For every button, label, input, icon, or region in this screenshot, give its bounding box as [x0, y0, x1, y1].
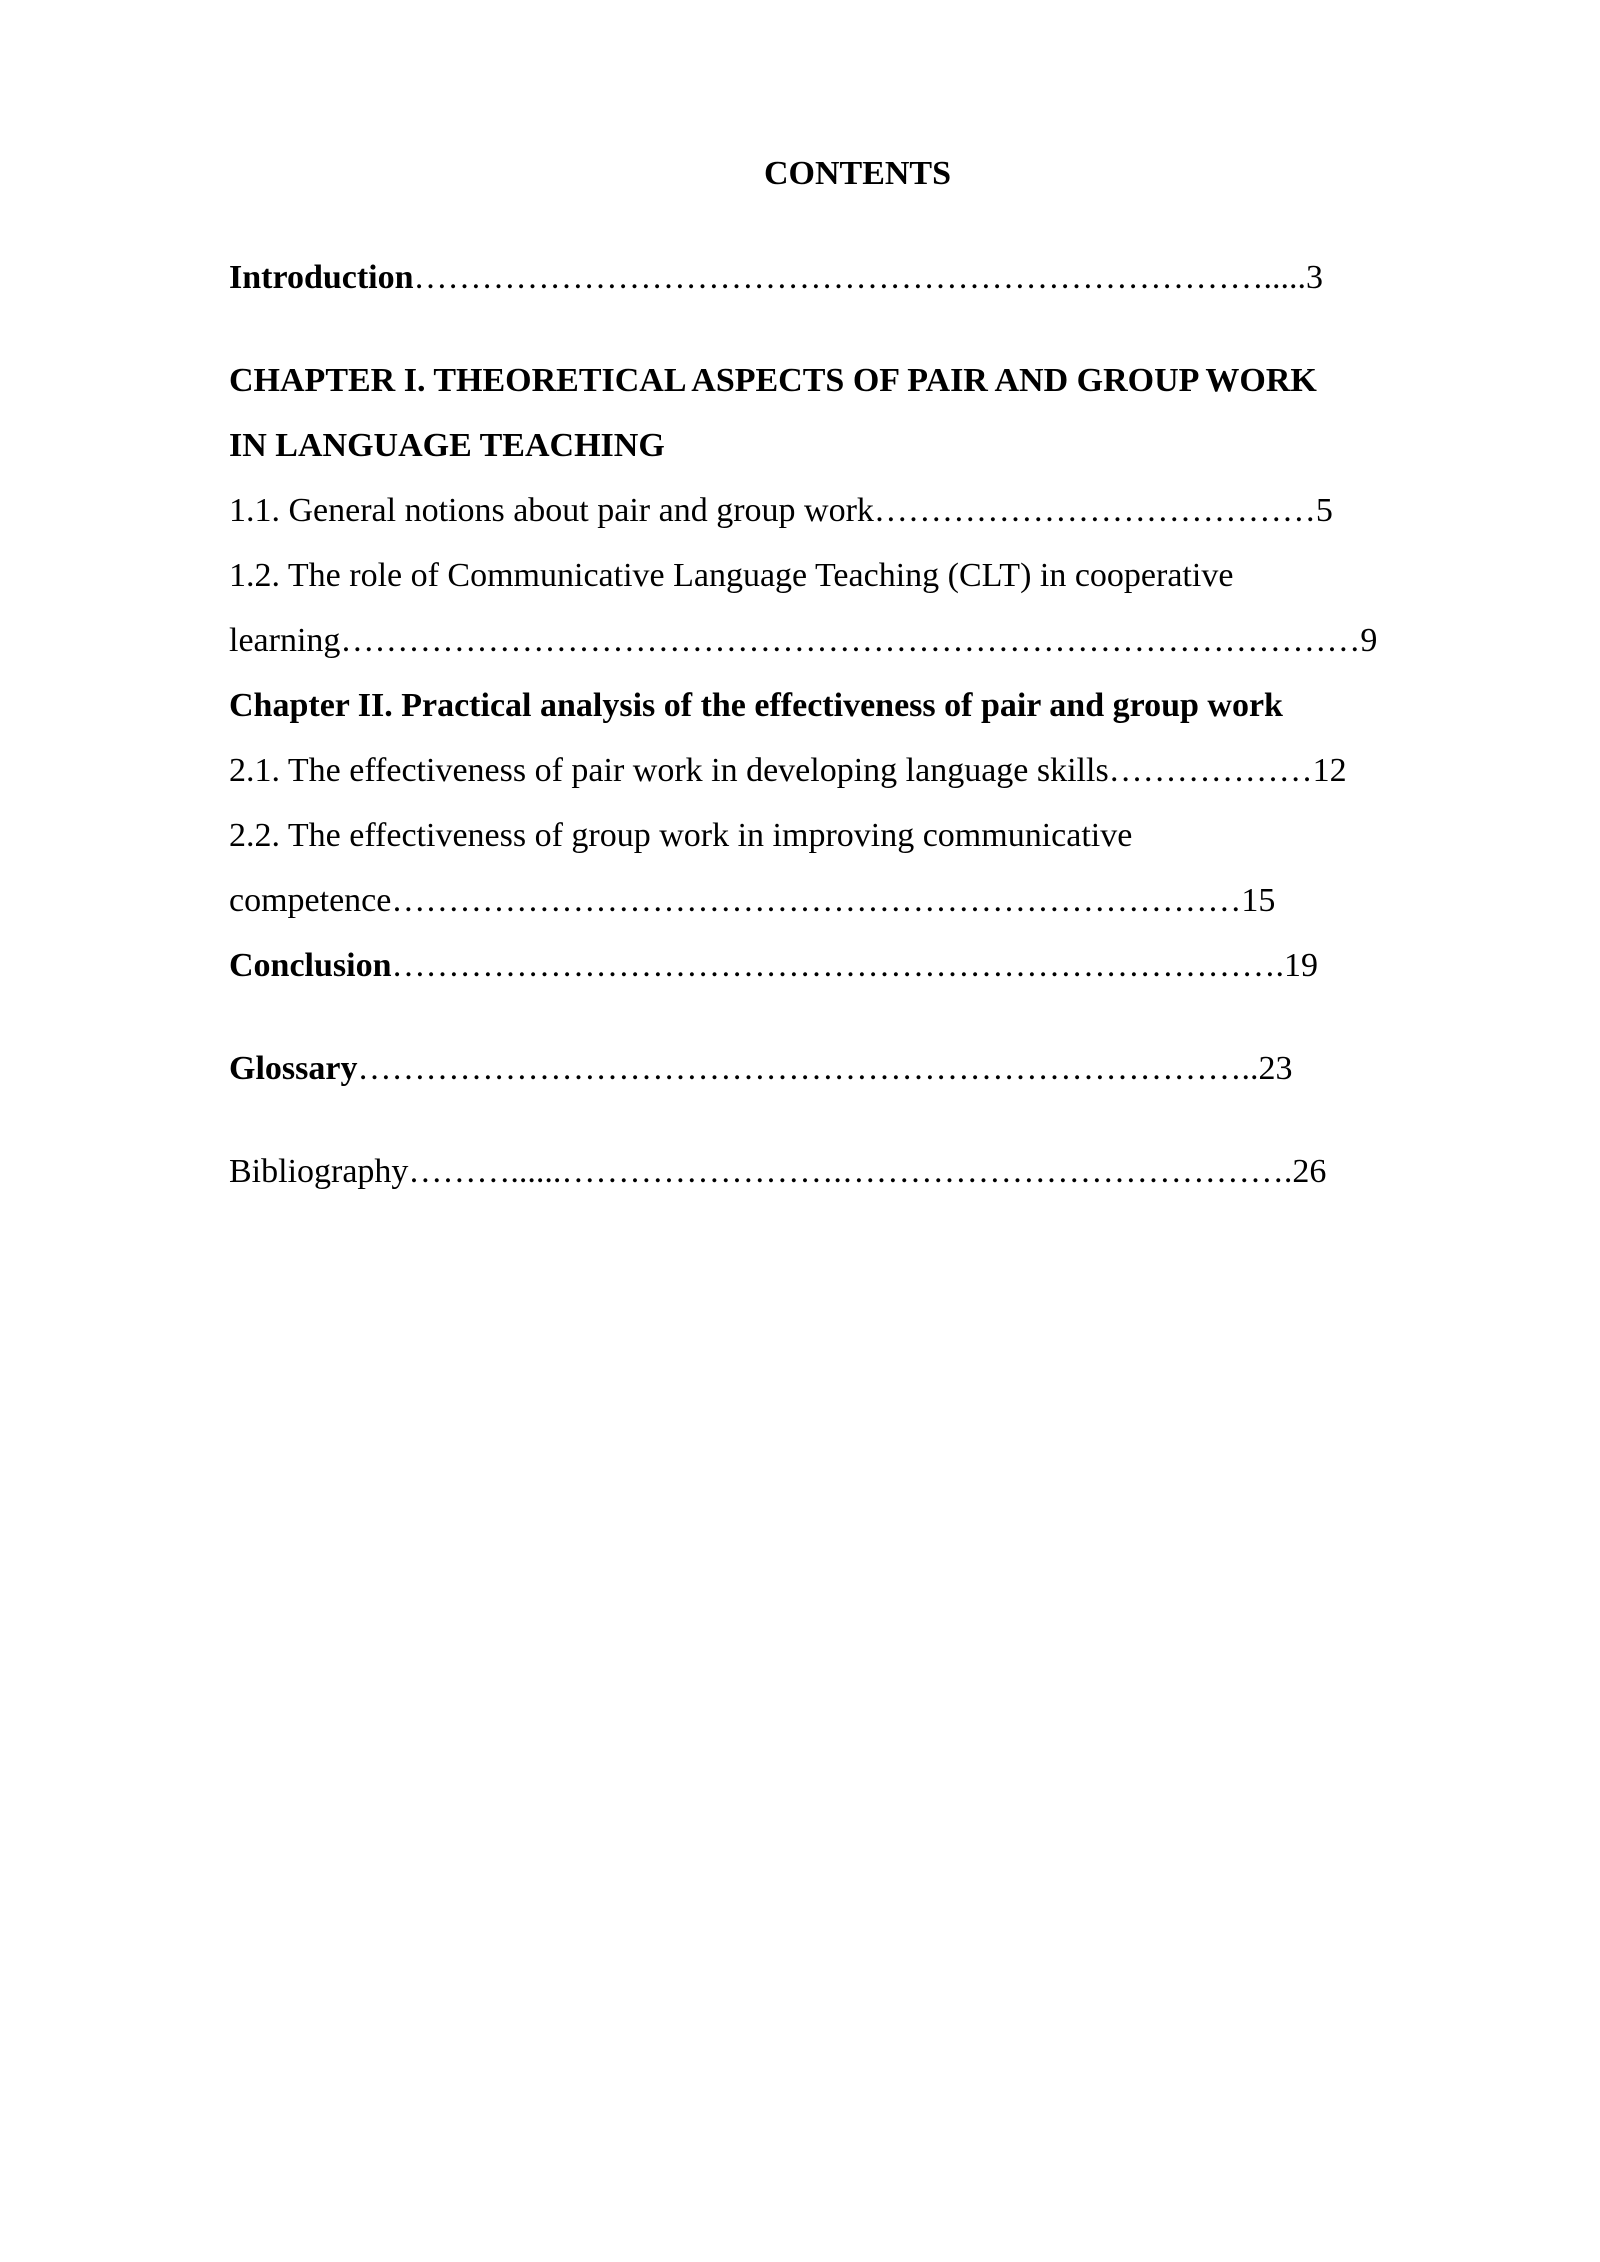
contents-title: CONTENTS	[763, 155, 952, 192]
toc-conclusion-label: Conclusion	[229, 947, 392, 984]
toc-entry-bibliography: Bibliography………......…………………….………………………………….26	[229, 1153, 1327, 1190]
toc-entry-2-2-line2: competence…………………………………………………………………15	[229, 882, 1276, 919]
toc-entry-conclusion	[229, 946, 1318, 986]
toc-entry-glossary	[229, 1049, 1292, 1089]
toc-entry-1-2-line2: learning………………………………………………………………………………9	[229, 622, 1378, 659]
toc-glossary-label: Glossary	[229, 1050, 358, 1087]
toc-entry-introduction	[229, 258, 1323, 298]
toc-entry-1-2-line1: 1.2. The role of Communicative Language Teaching (CLT) in cooperative	[229, 557, 1234, 594]
toc-entry-2-2-line1: 2.2. The effectiveness of group work in improving communicative	[229, 817, 1133, 854]
toc-glossary-leader: ……………………………………………………………………..23	[357, 1050, 1293, 1087]
toc-introduction-label: Introduction	[229, 259, 414, 296]
toc-conclusion-leader: …………………………………………………………………….19	[391, 947, 1318, 984]
toc-chapter1-heading-line1: CHAPTER I. THEORETICAL ASPECTS OF PAIR AND GROUP WORK	[229, 362, 1317, 399]
toc-entry-2-1: 2.1. The effectiveness of pair work in developing language skills………………12	[229, 752, 1347, 789]
toc-chapter2-heading: Chapter II. Practical analysis of the effectiveness of pair and group work	[229, 687, 1283, 724]
toc-entry-1-1: 1.1. General notions about pair and group work…………………………………5	[229, 492, 1333, 529]
toc-introduction-leader: ………………………………………………………………….....3	[413, 259, 1324, 296]
toc-chapter1-heading-line2: IN LANGUAGE TEACHING	[229, 427, 665, 464]
